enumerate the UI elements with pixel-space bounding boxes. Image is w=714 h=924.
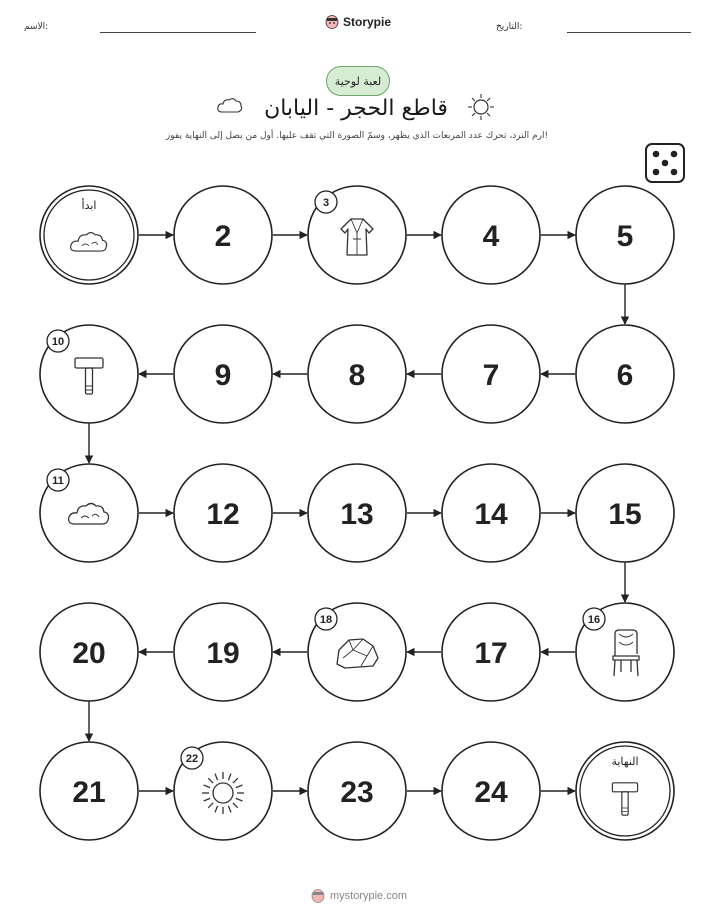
board-cell	[308, 742, 406, 840]
board-cell	[576, 464, 674, 562]
cell-number: 6	[616, 359, 634, 392]
cell-number: 20	[72, 637, 106, 670]
board-cell	[442, 325, 540, 423]
board-cell	[40, 742, 138, 840]
cell-number: 23	[340, 776, 374, 809]
cell-number: 21	[72, 776, 106, 809]
board-cell	[576, 186, 674, 284]
date-label: التاريخ:	[496, 22, 523, 32]
board-cell	[442, 603, 540, 701]
board-game-badge: لعبة لوحية	[326, 66, 390, 96]
board-cell	[174, 603, 272, 701]
cell-number: 14	[474, 498, 508, 531]
board-cell	[308, 186, 406, 284]
cell-number: 2	[214, 220, 232, 253]
board-cell	[576, 742, 674, 840]
cell-badge-number: 10	[51, 336, 65, 348]
instructions: ارم النرد، تحرك عدد المربعات الذي يظهر، وسمّ الصورة التي تقف عليها. أول من يصل إلى النهاية يفوز!	[165, 131, 549, 141]
cell-number: 5	[616, 220, 634, 253]
cell-number: 8	[348, 359, 366, 392]
cell-number: 13	[340, 498, 374, 531]
cell-number: 24	[474, 776, 508, 809]
board-cell	[174, 742, 272, 840]
cell-badge-number: 3	[322, 197, 330, 209]
cell-number: 9	[214, 359, 232, 392]
cell-number: 4	[482, 220, 500, 253]
footer	[311, 888, 407, 904]
board-cell	[40, 464, 138, 562]
brand-name: Storypie	[343, 15, 392, 29]
board-cell	[174, 464, 272, 562]
cell-number: 7	[482, 359, 500, 392]
board-cell	[174, 325, 272, 423]
storypie-mascot-icon	[311, 888, 325, 904]
board-cell	[308, 603, 406, 701]
cell-badge-number: 16	[587, 614, 601, 626]
board-cell	[40, 186, 138, 284]
board-cell	[308, 325, 406, 423]
finish-label: النهاية	[611, 755, 639, 768]
cell-number: 17	[474, 637, 508, 670]
cell-number: 15	[608, 498, 642, 531]
board-cell	[308, 464, 406, 562]
cell-number: 19	[206, 637, 240, 670]
name-label: الاسم:	[24, 22, 49, 32]
start-label: ابدأ	[81, 199, 97, 212]
board-cell	[40, 325, 138, 423]
board-cell	[576, 603, 674, 701]
board-cell	[442, 742, 540, 840]
cell-badge-number: 11	[52, 475, 64, 487]
board-cell	[174, 186, 272, 284]
page-title: قاطع الحجر - اليابان	[264, 96, 448, 121]
cell-badge-number: 22	[185, 753, 199, 765]
board-cell	[576, 325, 674, 423]
board-cell	[442, 464, 540, 562]
cell-badge-number: 18	[319, 614, 333, 626]
board-cell	[40, 603, 138, 701]
footer-url[interactable]: mystorypie.com	[330, 890, 408, 902]
board-cell	[442, 186, 540, 284]
cell-number: 12	[206, 498, 240, 531]
